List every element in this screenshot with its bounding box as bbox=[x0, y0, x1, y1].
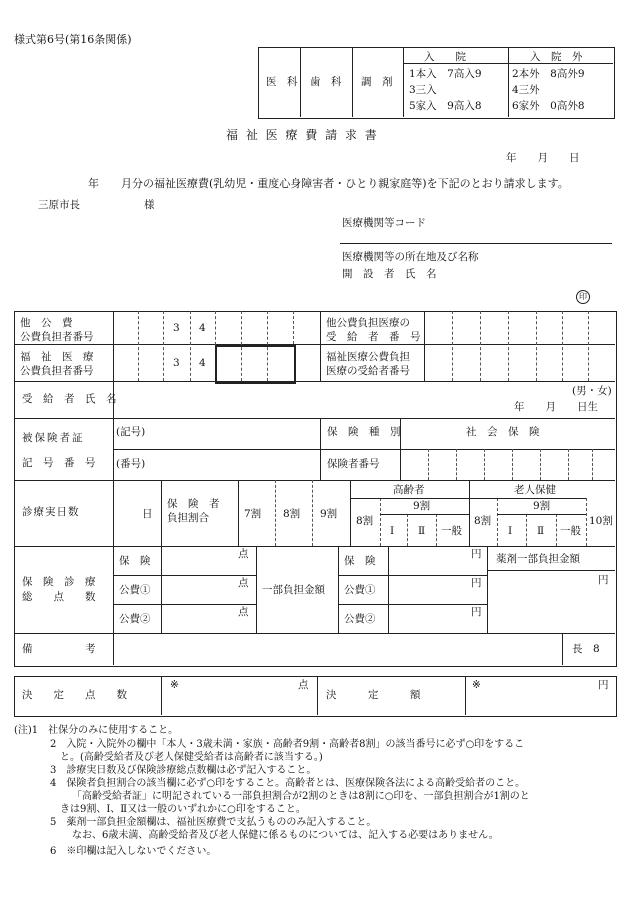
elderly-8[interactable]: 8割 bbox=[356, 515, 374, 527]
partial-hoken-unit: 円 bbox=[471, 548, 482, 560]
gender-field[interactable]: (男・女) bbox=[572, 385, 612, 397]
other-recipient-label: 他公費負担医療の 受 給 者 番 号 bbox=[326, 317, 421, 344]
dept-gai-header: 入 院 外 bbox=[530, 51, 583, 63]
partial-kohi2-unit: 円 bbox=[471, 606, 482, 618]
points-kohi2-unit: 点 bbox=[238, 606, 249, 618]
insurer-number-label: 保険者番号 bbox=[327, 458, 380, 470]
elderly-I[interactable]: Ⅰ bbox=[390, 525, 395, 537]
elderly-ins-II[interactable]: Ⅱ bbox=[537, 525, 545, 537]
institution-code-line[interactable] bbox=[340, 243, 612, 244]
note-1: (注)1 社保分のみに使用すること。 bbox=[14, 725, 179, 736]
welfare-payer-highlight[interactable] bbox=[215, 345, 296, 384]
insurance-type-label: 保 険 種 別 bbox=[327, 426, 401, 438]
partial-kohi2-label: 公費② bbox=[344, 613, 376, 625]
welfare-payer-digit-3: 3 bbox=[173, 357, 180, 369]
total-points-label: 保 険 診 療 総 点 数 bbox=[22, 576, 96, 603]
symbol-number-label: 記 号 番 号 bbox=[22, 457, 96, 469]
other-payer-label: 他 公 費 公費負担者番号 bbox=[20, 317, 94, 344]
birth-date-field[interactable]: 年 月 日生 bbox=[514, 401, 598, 413]
points-kohi2-label: 公費② bbox=[119, 613, 151, 625]
dept-nyuin-header: 入 院 bbox=[424, 51, 466, 63]
final-amount-unit: 円 bbox=[598, 679, 609, 691]
drug-partial-unit: 円 bbox=[598, 574, 609, 586]
final-points-unit: 点 bbox=[298, 679, 309, 691]
note-4c: きは9割、Ⅰ、Ⅱ又は一般のいずれかに○印をすること。 bbox=[60, 804, 306, 815]
remarks-label: 備 考 bbox=[22, 643, 96, 655]
date-line[interactable]: 年 月 日 bbox=[506, 152, 580, 164]
points-kohi1-label: 公費① bbox=[119, 584, 151, 596]
elderly-ins-ippan[interactable]: 一般 bbox=[560, 525, 581, 537]
form-number: 様式第6号(第16条関係) bbox=[14, 33, 132, 46]
elderly-header: 高齢者 bbox=[393, 484, 425, 496]
nyuin-item-3[interactable]: 5家入 9高入8 bbox=[409, 100, 482, 112]
burden-ratio-label: 保 険 者 負担割合 bbox=[167, 498, 220, 525]
dept-chozai[interactable]: 調 剤 bbox=[361, 76, 393, 88]
nyuin-item-1[interactable]: 1本入 7高入9 bbox=[409, 68, 482, 80]
elderly-ins-header: 老人保健 bbox=[514, 484, 556, 496]
ratio-7[interactable]: 7割 bbox=[244, 508, 262, 520]
gai-item-1[interactable]: 2本外 8高外9 bbox=[512, 68, 585, 80]
kigo-field[interactable]: (記号) bbox=[116, 426, 146, 438]
points-kohi1-unit: 点 bbox=[238, 577, 249, 589]
insured-cert-label: 被保険者証 bbox=[22, 432, 85, 444]
days-label: 診療実日数 bbox=[22, 506, 80, 518]
welfare-payer-label: 福 祉 医 療 公費負担者番号 bbox=[20, 351, 94, 378]
final-amount-label: 決 定 額 bbox=[326, 689, 421, 701]
note-4: 4 保険者負担割合の該当欄に必ず○印をすること。高齢者とは、医療保険各法による高齢受給者のこと。 bbox=[50, 778, 526, 789]
ratio-9[interactable]: 9割 bbox=[320, 508, 338, 520]
drug-partial-label: 薬剤一部負担金額 bbox=[496, 553, 580, 565]
partial-kohi1-unit: 円 bbox=[471, 577, 482, 589]
bango-field[interactable]: (番号) bbox=[116, 458, 146, 470]
dept-shika[interactable]: 歯 科 bbox=[310, 76, 342, 88]
elderly-9: 9割 bbox=[413, 500, 431, 512]
note-4b: 「高齢受給者証」に明記されている一部負担割合が2割のときは8割に○印を、一部負担割合が1割のと bbox=[72, 791, 530, 802]
ratio-8[interactable]: 8割 bbox=[283, 508, 301, 520]
gai-item-3[interactable]: 6家外 0高外8 bbox=[512, 100, 585, 112]
honorific: 様 bbox=[144, 199, 155, 211]
elderly-ins-9: 9割 bbox=[533, 500, 551, 512]
institution-code-label: 医療機関等コード bbox=[342, 217, 426, 229]
note-2: 2 入院・入院外の欄中「本人・3歳未満・家族・高齢者9割・高齢者8割」の該当番号に必ず○印をするこ bbox=[50, 739, 525, 750]
final-amount-kome: ※ bbox=[472, 679, 481, 691]
other-payer-digit-4: 4 bbox=[199, 322, 206, 334]
points-hoken-unit: 点 bbox=[238, 548, 249, 560]
final-points-kome: ※ bbox=[170, 679, 179, 691]
note-3: 3 診療実日数及び保険診療総点数欄は必ず記入すること。 bbox=[50, 765, 317, 776]
dept-ika[interactable]: 医 科 bbox=[266, 76, 298, 88]
elderly-ippan[interactable]: 一般 bbox=[441, 525, 462, 537]
insurance-type-value[interactable]: 社 会 保 険 bbox=[466, 426, 540, 438]
founder-label: 開 設 者 氏 名 bbox=[342, 268, 437, 280]
days-unit: 日 bbox=[142, 508, 153, 520]
note-2b: と。(高齢受給者及び老人保健受給者は高齢者に該当する。) bbox=[60, 752, 323, 763]
note-5b: なお、6歳未満、高齢受給者及び老人保健に係るものについては、記入する必要はありません。 bbox=[72, 830, 499, 841]
addressee: 三原市長 bbox=[38, 199, 80, 211]
cho8-field: 長 8 bbox=[572, 643, 600, 655]
page-title: 福 祉 医 療 費 請 求 書 bbox=[226, 128, 379, 142]
partial-payment-label: 一部負担金額 bbox=[262, 584, 325, 596]
partial-hoken-label: 保 険 bbox=[344, 555, 376, 567]
final-points-label: 決 定 点 数 bbox=[22, 689, 127, 701]
seal-mark: 印 bbox=[576, 290, 590, 304]
note-6: 6 ※印欄は記入しないでください。 bbox=[50, 846, 217, 857]
elderly-ins-I[interactable]: Ⅰ bbox=[508, 525, 513, 537]
note-5: 5 薬剤一部負担金額欄は、福祉医療費で支払うもののみ記入すること。 bbox=[50, 817, 377, 828]
institution-address-label: 医療機関等の所在地及び名称 bbox=[342, 251, 479, 263]
request-text: 年 月分の福祉医療費(乳幼児・重度心身障害者・ひとり親家庭等)を下記のとおり請求します。 bbox=[88, 177, 569, 190]
points-hoken-label: 保 険 bbox=[119, 555, 151, 567]
welfare-recipient-label: 福祉医療公費負担 医療の受給者番号 bbox=[326, 351, 410, 378]
elderly-ins-10[interactable]: 10割 bbox=[589, 515, 613, 527]
gai-item-2[interactable]: 4三外 bbox=[512, 84, 540, 96]
elderly-ins-8[interactable]: 8割 bbox=[474, 515, 492, 527]
elderly-II[interactable]: Ⅱ bbox=[418, 525, 426, 537]
recipient-name-label: 受 給 者 氏 名 bbox=[22, 393, 117, 405]
other-payer-digit-3: 3 bbox=[173, 322, 180, 334]
welfare-payer-digit-4: 4 bbox=[199, 357, 206, 369]
nyuin-item-2[interactable]: 3三入 bbox=[409, 84, 437, 96]
partial-kohi1-label: 公費① bbox=[344, 584, 376, 596]
